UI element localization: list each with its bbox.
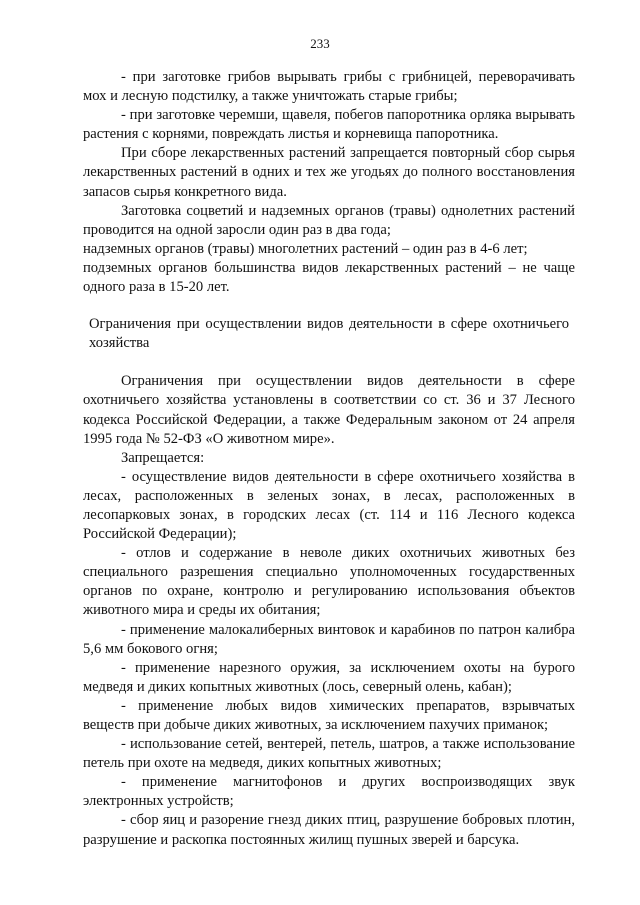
list-item: - использование сетей, вентерей, петель, шатров, а также использование петель при охоте на медведя, диких копытных животных; xyxy=(83,736,575,772)
list-item: - применение магнитофонов и других воспроизводящих звук электронных устройств; xyxy=(83,774,575,810)
spacer xyxy=(83,353,575,372)
list-item: - сбор яиц и разорение гнезд диких птиц, разрушение бобровых плотин, разрушение и раскопка постоянных жилищ пушных зверей и барсука. xyxy=(83,812,575,848)
paragraph-prohibited-label: Запрещается: xyxy=(121,449,205,466)
list-item: - применение малокалиберных винтовок и карабинов по патрон калибра 5,6 мм бокового огня; xyxy=(83,621,575,657)
paragraph-medicinal-plants: При сборе лекарственных растений запрещается повторный сбор сырья лекарственных растений в одних и тех же угодьях до полного восстановления запасов сырья конкретного вида. xyxy=(83,145,575,200)
list-item: - осуществление видов деятельности в сфере охотничьего хозяйства в лесах, расположенных в зеленых зонах, в лесах, расположенных в лесопарковых зонах, в городских лесах (ст. 114 и 116 Лесного кодекса Российской Федерации); xyxy=(83,468,575,543)
spacer xyxy=(83,297,575,315)
paragraph-annual-plants: Заготовка соцветий и надземных органов (травы) однолетних растений проводится на одной заросли один раз в два года; xyxy=(83,202,575,238)
paragraph-hunting-intro: Ограничения при осуществлении видов деятельности в сфере охотничьего хозяйства установлены в соответствии со ст. 36 и 37 Лесного кодекса Российской Федерации, а также Федеральным законом от 24 апреля 1995 года № 52-ФЗ «О животном мире». xyxy=(83,373,575,447)
paragraph-perennial-plants: надземных органов (травы) многолетних растений – один раз в 4-6 лет; xyxy=(83,240,528,257)
paragraph-ramson-sorrel: - при заготовке черемши, щавеля, побегов папоротника орляка вырывать растения с корнями, повреждать листья и корневища папоротника. xyxy=(83,107,575,143)
list-item: - отлов и содержание в неволе диких охотничьих животных без специального разрешения специально уполномоченных государственных органов по охране, контролю и регулированию использования объектов животного мира и среды их обитания; xyxy=(83,545,575,619)
paragraph-underground-organs: подземных органов большинства видов лекарственных растений – не чаще одного раза в 15-20 лет. xyxy=(83,259,575,296)
list-item: - применение нарезного оружия, за исключением охоты на бурого медведя и диких копытных животных (лось, северный олень, кабан); xyxy=(83,659,575,695)
page-body xyxy=(83,68,575,850)
page-number: 233 xyxy=(310,36,330,51)
section-heading: Ограничения при осуществлении видов деятельности в сфере охотничьего хозяйства xyxy=(89,316,569,352)
paragraph-mushrooms: - при заготовке грибов вырывать грибы с грибницей, переворачивать мох и лесную подстилку, а также уничтожать старые грибы; xyxy=(83,69,575,105)
list-item: - применение любых видов химических препаратов, взрывчатых веществ при добыче диких животных, за исключением пахучих приманок; xyxy=(83,697,575,733)
